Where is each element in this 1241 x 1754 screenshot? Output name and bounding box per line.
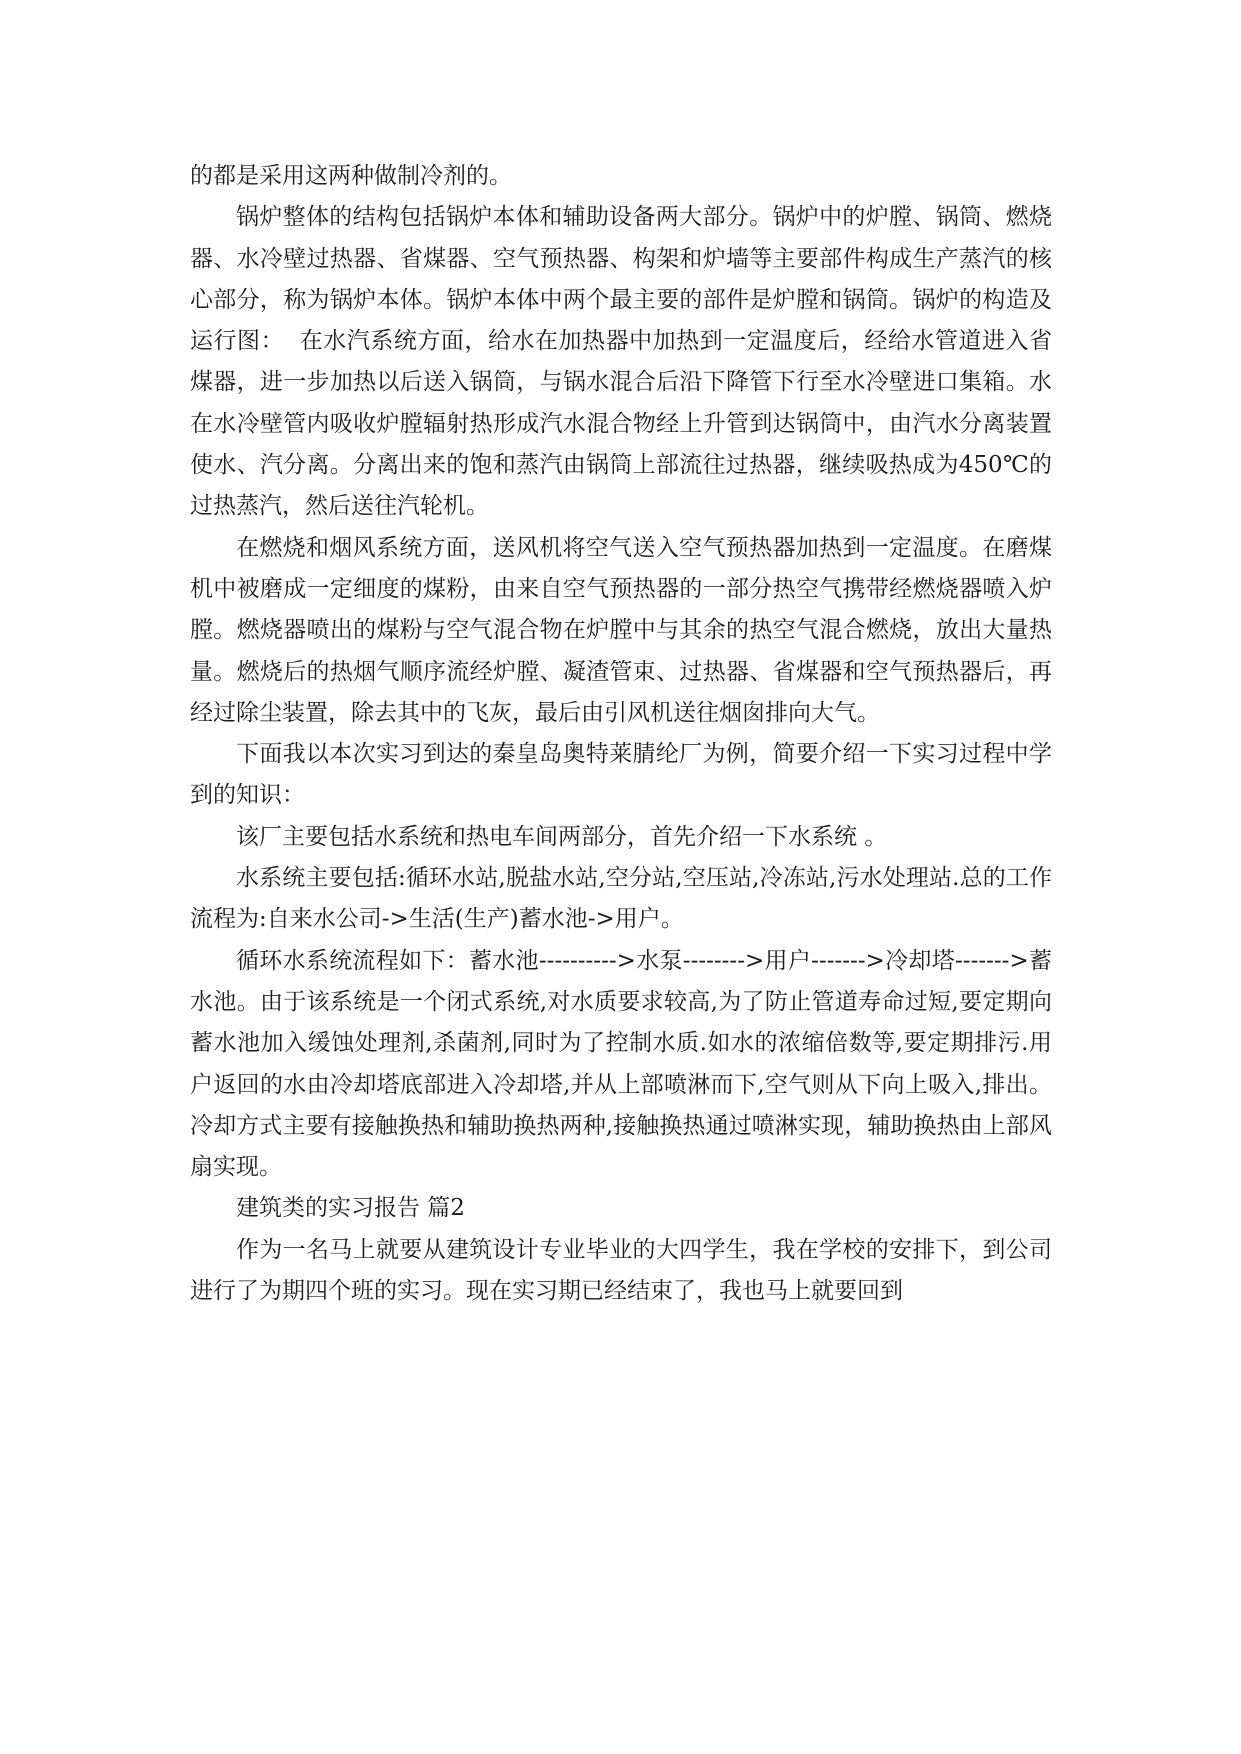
paragraph-water-system: 水系统主要包括:循环水站,脱盐水站,空分站,空压站,冷冻站,污水处理站.总的工作流程为:自来水公司->生活(生产)蓄水池->用户。 <box>190 865 1052 933</box>
paragraph-combustion-system: 在燃烧和烟风系统方面，送风机将空气送入空气预热器加热到一定温度。在磨煤机中被磨成一定细度的煤粉，由来自空气预热器的一部分热空气携带经燃烧器喷入炉膛。燃烧器喷出的煤粉与空气混合物在炉膛中与其余的热空气混合燃烧，放出大量热量。燃烧后的热烟气顺序流经炉膛、凝渣管束、过热器、省煤器和空气预热器后，再经过除尘装置，除去其中的飞灰，最后由引风机送往烟囱排向大气。 <box>190 534 1052 726</box>
document-body <box>190 156 1052 1312</box>
paragraph-boiler-structure: 锅炉整体的结构包括锅炉本体和辅助设备两大部分。锅炉中的炉膛、锅筒、燃烧器、水冷壁过热器、省煤器、空气预热器、构架和炉墙等主要部件构成生产蒸汽的核心部分，称为锅炉本体。锅炉本体中两个最主要的部件是炉膛和锅筒。锅炉的构造及运行图： 在水汽系统方面，给水在加热器中加热到一定温度后，经给水管道进入省煤器，进一步加热以后送入锅筒，与锅水混合后沿下降管下行至水冷壁进口集箱。水在水冷壁管内吸收炉膛辐射热形成汽水混合物经上升管到达锅筒中，由汽水分离装置使水、汽分离。分离出来的饱和蒸汽由锅筒上部流往过热器，继续吸热成为450℃的过热蒸汽，然后送往汽轮机。 <box>190 204 1052 520</box>
paragraph-plant-overview: 该厂主要包括水系统和热电车间两部分，首先介绍一下水系统 。 <box>236 823 888 850</box>
paragraph-internship-intro: 下面我以本次实习到达的秦皇岛奥特莱腈纶厂为例，简要介绍一下实习过程中学到的知识： <box>190 741 1052 809</box>
paragraph-circulating-water: 循环水系统流程如下：蓄水池---------->水泵-------->用户------->冷却塔------->蓄水池。由于该系统是一个闭式系统,对水质要求较高,为了防止管道寿命过短,要定期向蓄水池加入缓蚀处理剂,杀菌剂,同时为了控制水质.如水的浓缩倍数等,要定期排污.用户返回的水由冷却塔底部进入冷却塔,并从上部喷淋而下,空气则从下向上吸入,排出。冷却方式主要有接触换热和辅助换热两种,接触换热通过喷淋实现，辅助换热由上部风扇实现。 <box>190 947 1052 1181</box>
section-heading: 建筑类的实习报告 篇2 <box>236 1195 465 1222</box>
paragraph-continuation: 的都是采用这两种做制冷剂的。 <box>190 163 512 189</box>
paragraph-report-2-intro: 作为一名马上就要从建筑设计专业毕业的大四学生，我在学校的安排下，到公司进行了为期四个班的实习。现在实习期已经结束了，我也马上就要回到 <box>190 1236 1052 1305</box>
